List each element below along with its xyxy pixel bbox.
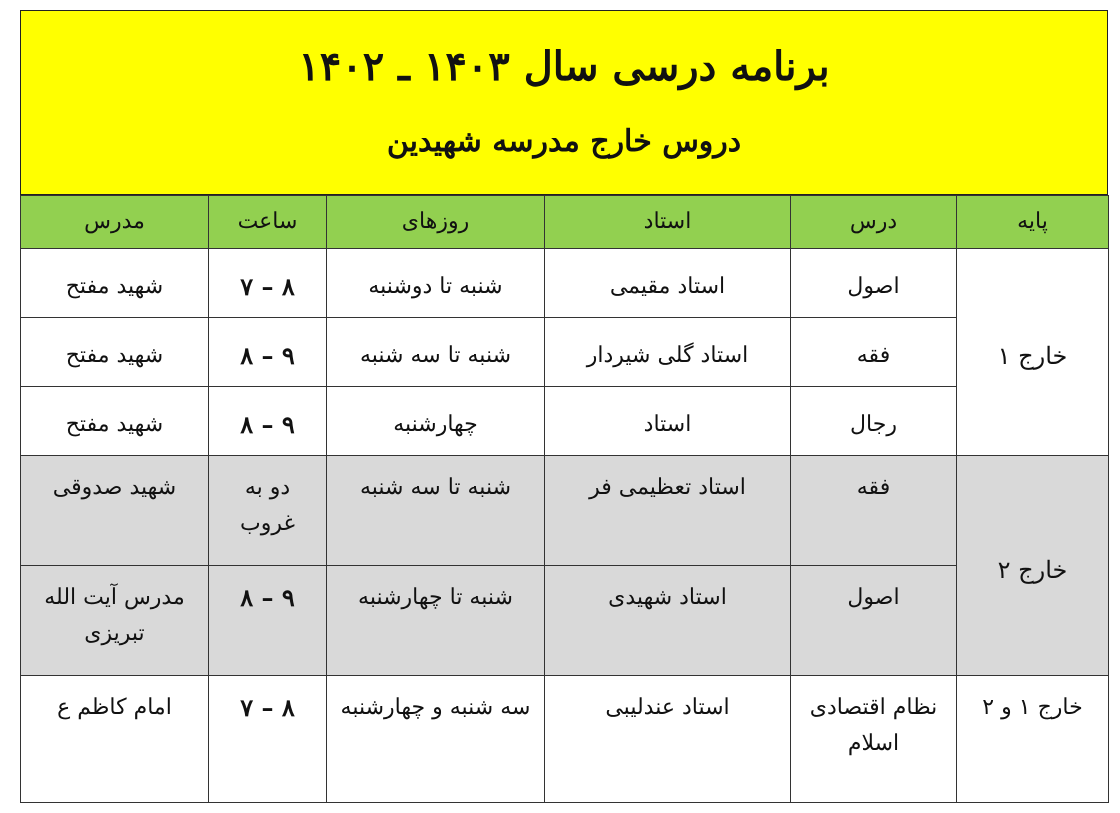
base-cell-kharij-1: خارج ۱ (957, 249, 1109, 456)
teacher-cell: استاد تعظیمی فر (545, 456, 791, 566)
schedule-sheet (20, 10, 1110, 803)
time-line: دو به (244, 475, 291, 500)
days-cell: شنبه تا دوشنبه (327, 249, 545, 318)
header-school: مدرس (21, 196, 209, 249)
time-cell: ۸ – ۷ (209, 249, 327, 318)
header-course: درس (791, 196, 957, 249)
time-cell (209, 456, 327, 566)
course-cell: فقه (791, 318, 957, 387)
school-cell: شهید مفتح (21, 387, 209, 456)
time-cell: ۸ – ۷ (209, 676, 327, 803)
days-cell: سه شنبه و چهارشنبه (327, 676, 545, 803)
school-cell: امام کاظم ع (21, 676, 209, 803)
header-time: ساعت (209, 196, 327, 249)
teacher-cell: استاد گلی شیردار (545, 318, 791, 387)
header-base: پایه (957, 196, 1109, 249)
time-line: غروب (240, 511, 295, 536)
header-teacher: استاد (545, 196, 791, 249)
course-cell: اصول (791, 566, 957, 676)
time-cell: ۹ – ۸ (209, 566, 327, 676)
school-cell: شهید صدوقی (21, 456, 209, 566)
school-cell: شهید مفتح (21, 249, 209, 318)
schedule-table (20, 195, 1109, 803)
page-title: برنامه درسی سال ۱۴۰۳ ـ ۱۴۰۲ (298, 43, 830, 90)
time-cell: ۹ – ۸ (209, 318, 327, 387)
teacher-cell: استاد عندلیبی (545, 676, 791, 803)
course-line: نظام اقتصادی (809, 695, 938, 720)
days-cell: شنبه تا سه شنبه (327, 456, 545, 566)
school-cell: شهید مفتح (21, 318, 209, 387)
time-cell: ۹ – ۸ (209, 387, 327, 456)
days-cell: چهارشنبه (327, 387, 545, 456)
course-cell: فقه (791, 456, 957, 566)
school-cell (21, 566, 209, 676)
table-row (21, 249, 1109, 318)
course-cell: رجال (791, 387, 957, 456)
table-row (21, 456, 1109, 566)
base-cell-kharij-2: خارج ۲ (957, 456, 1109, 676)
table-row (21, 387, 1109, 456)
course-cell (791, 676, 957, 803)
teacher-cell: استاد (545, 387, 791, 456)
teacher-cell: استاد شهیدی (545, 566, 791, 676)
header-row (21, 196, 1109, 249)
base-cell-kharij-1-2: خارج ۱ و ۲ (957, 676, 1109, 803)
table-row (21, 676, 1109, 803)
header-days: روزهای (327, 196, 545, 249)
school-line: تبریزی (84, 621, 145, 646)
table-row (21, 318, 1109, 387)
title-banner (20, 10, 1108, 195)
course-line: اسلام (847, 731, 900, 756)
table-row (21, 566, 1109, 676)
page-subtitle: دروس خارج مدرسه شهیدین (386, 124, 742, 159)
days-cell: شنبه تا چهارشنبه (327, 566, 545, 676)
school-line: مدرس آیت الله (44, 585, 185, 610)
days-cell: شنبه تا سه شنبه (327, 318, 545, 387)
course-cell: اصول (791, 249, 957, 318)
teacher-cell: استاد مقیمی (545, 249, 791, 318)
